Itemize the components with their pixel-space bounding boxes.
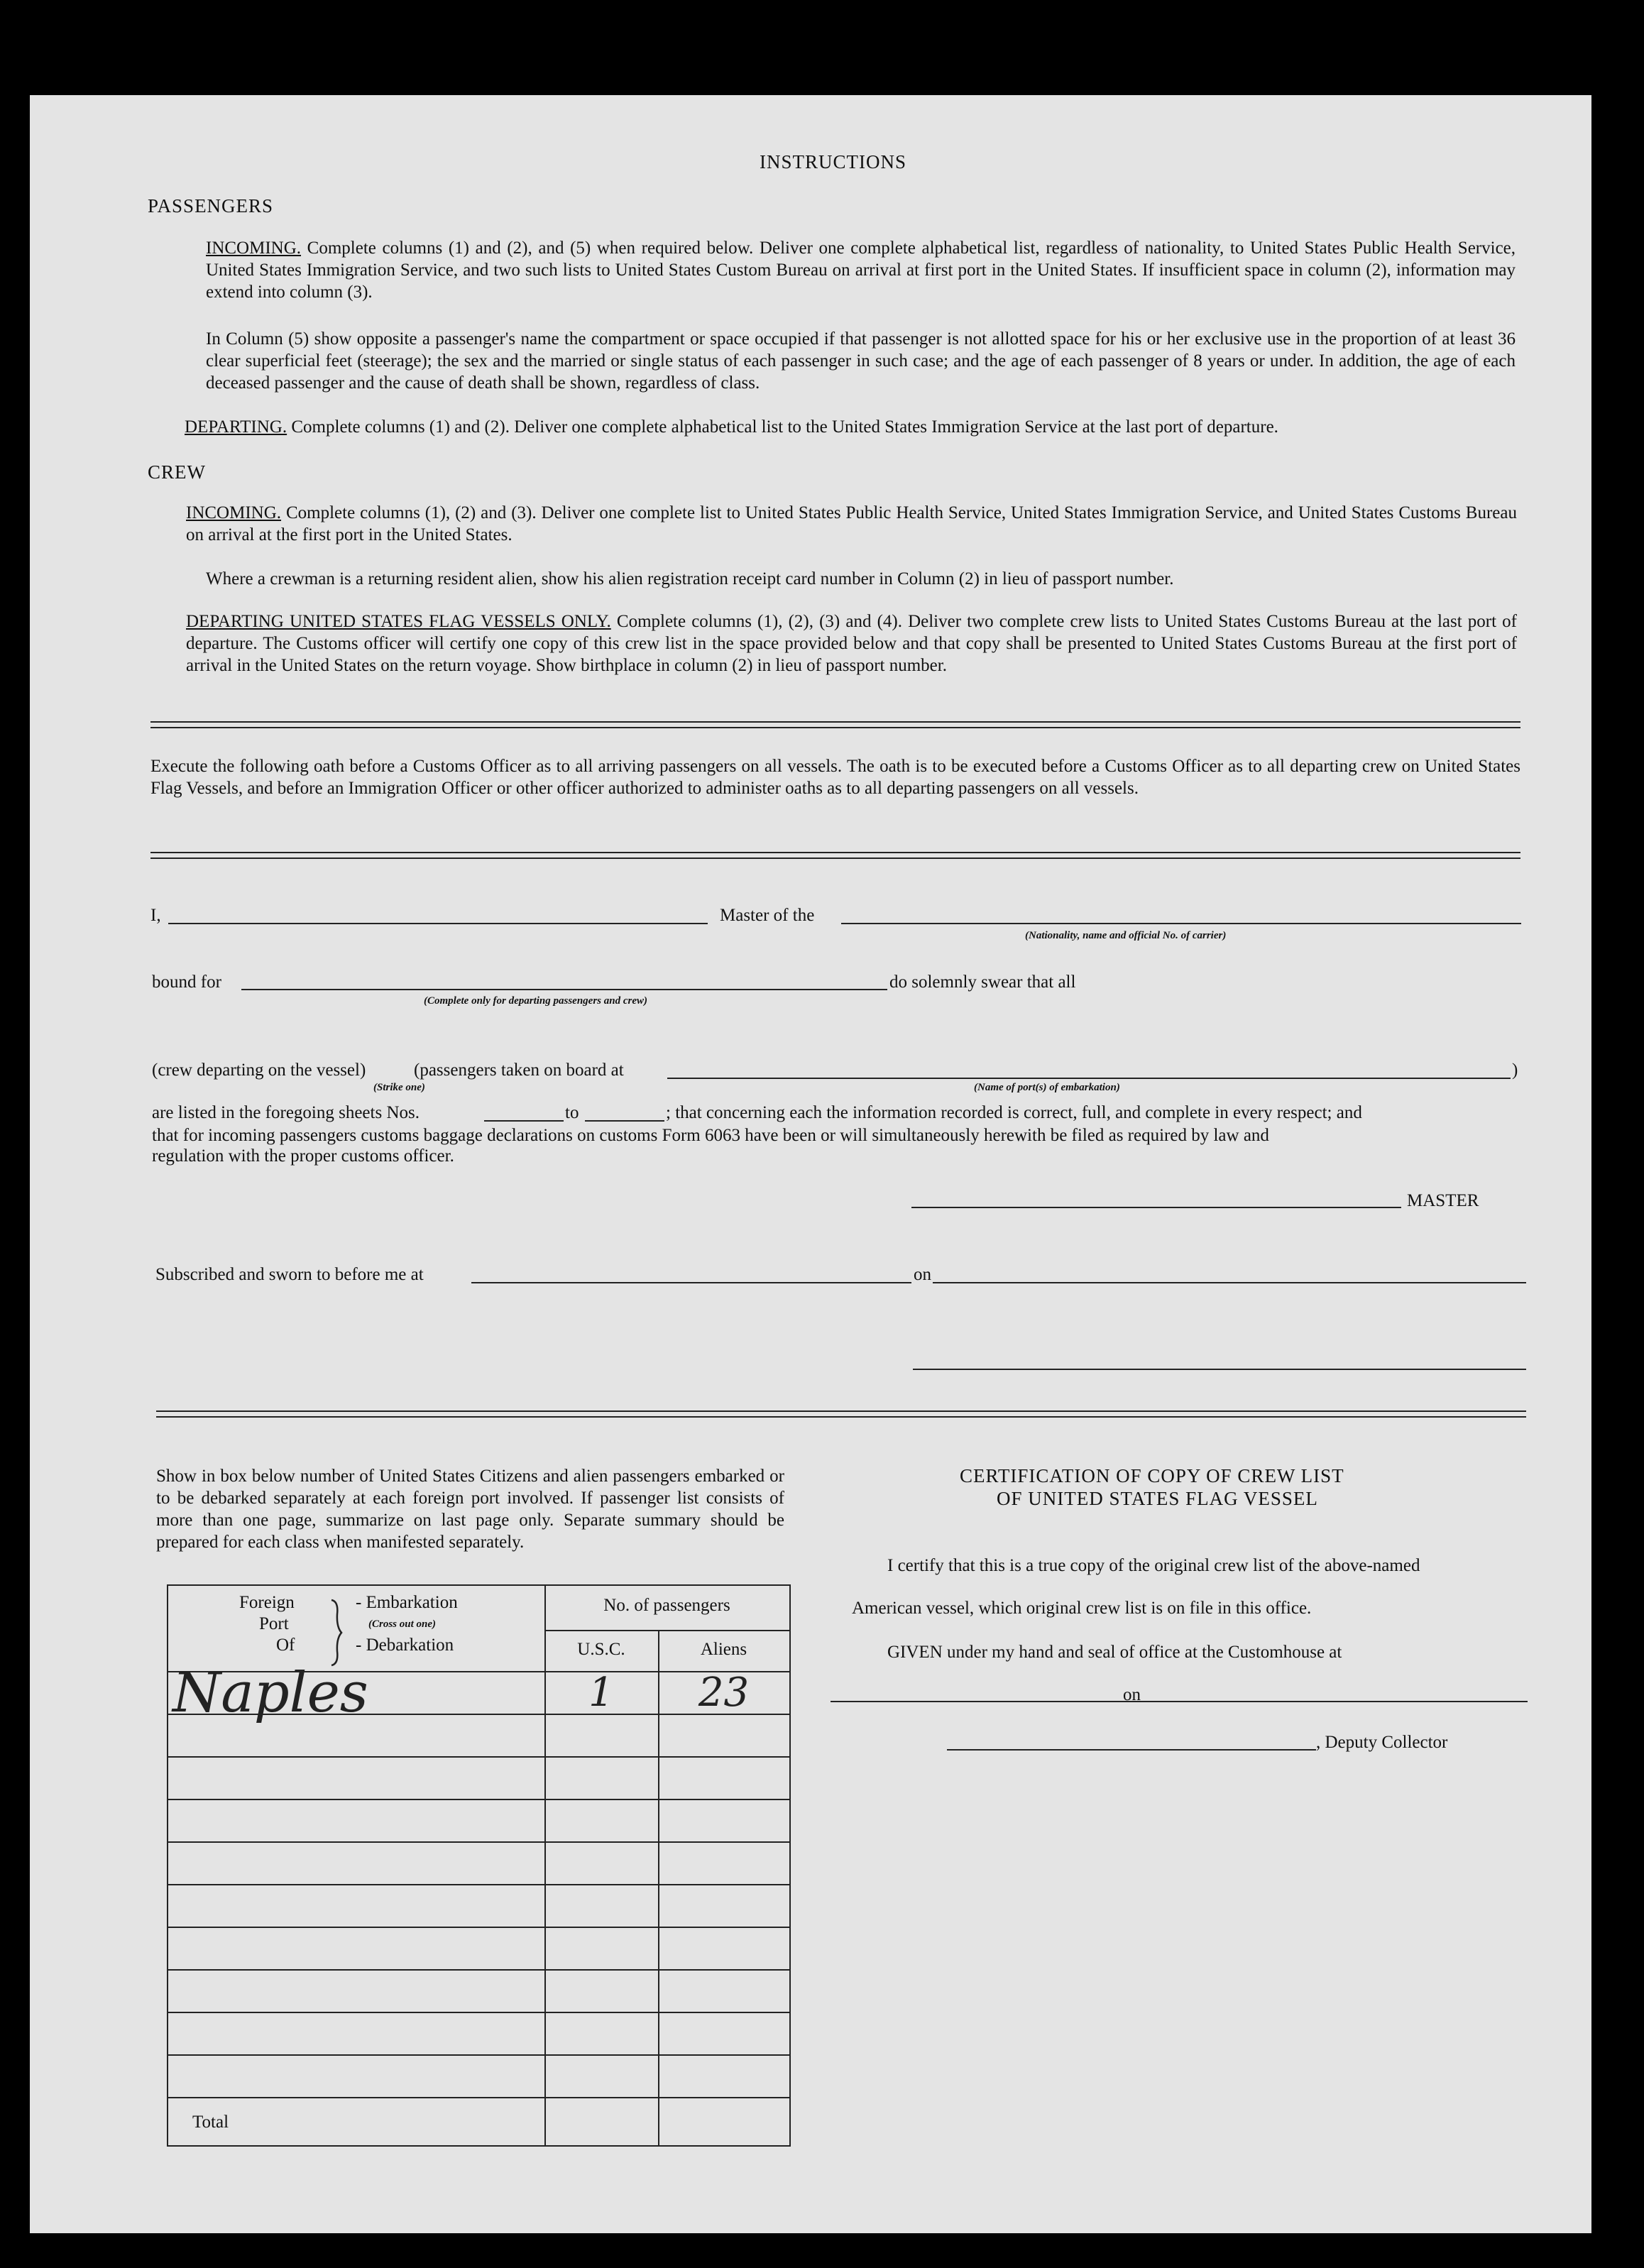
certify-text-a: I certify that this is a true copy of the original crew list of the above-named <box>887 1556 1420 1575</box>
total-label: Total <box>192 2113 229 2132</box>
master-name-line[interactable] <box>168 923 708 924</box>
close-paren: ) <box>1512 1061 1518 1080</box>
certify-text-b: American vessel, which original crew list is on file in this office. <box>852 1599 1312 1618</box>
header-of: Of <box>276 1636 295 1655</box>
form-page <box>30 95 1591 2233</box>
usc-value[interactable]: 1 <box>588 1670 614 1716</box>
sheet-from-line[interactable] <box>484 1120 564 1122</box>
header-foreign: Foreign <box>239 1593 295 1612</box>
left-brace-icon <box>329 1599 344 1667</box>
header-aliens: Aliens <box>700 1640 747 1659</box>
table-header-divider <box>544 1630 789 1631</box>
table-row-line <box>168 1969 789 1971</box>
header-no-passengers: No. of passengers <box>603 1596 730 1615</box>
officer-signature-line[interactable] <box>913 1369 1526 1370</box>
listed-text-c: that for incoming passengers customs baggage declarations on customs Form 6063 have been or will simultaneously herewith be filed as required by law and <box>152 1126 1269 1145</box>
master-label: MASTER <box>1407 1191 1479 1210</box>
certification-title-2: OF UNITED STATES FLAG VESSEL <box>997 1488 1318 1509</box>
header-port: Port <box>259 1614 289 1633</box>
oath-i-label: I, <box>150 906 161 925</box>
section-divider <box>150 721 1520 728</box>
crew-departing-paragraph <box>186 610 1517 676</box>
crew-incoming-label: INCOMING. <box>186 503 282 522</box>
table-row-line <box>168 1841 789 1843</box>
deputy-collector-label: , Deputy Collector <box>1316 1733 1448 1752</box>
embarkation-ports-line[interactable] <box>667 1078 1511 1079</box>
crew-departing-label: DEPARTING UNITED STATES FLAG VESSELS ONLY. <box>186 612 611 631</box>
listed-text-d: regulation with the proper customs officer. <box>152 1146 454 1166</box>
header-usc: U.S.C. <box>577 1640 625 1659</box>
passengers-column5-paragraph: In Column (5) show opposite a passenger's name the compartment or space occupied if that passenger is not allotted space for his or her exclusive use in the proportion of at least 36 clear superficial feet (steerage); the sex and the married or single status of each passenger in such case; and the age of each passenger of 8 years or under. In addition, the age of each deceased passenger and the cause of death shall be shown, regardless of class. <box>206 329 1516 393</box>
table-row-line <box>168 1927 789 1928</box>
certification-title-1: CERTIFICATION OF COPY OF CREW LIST <box>960 1465 1344 1486</box>
passenger-summary-table <box>167 1584 791 2147</box>
section-divider <box>156 1410 1526 1418</box>
customhouse-place-line[interactable] <box>831 1701 1156 1702</box>
crew-incoming-text: Complete columns (1), (2) and (3). Deliver one complete list to United States Public Health Service, United States Immigration Service, and United States Customs Bureau on arrival at the first port in the United States. <box>186 503 1517 544</box>
crew-heading: CREW <box>148 461 206 483</box>
carrier-line[interactable] <box>841 923 1521 924</box>
crew-departing-option: (crew departing on the vessel) <box>152 1061 366 1080</box>
customhouse-date-line[interactable] <box>1143 1701 1528 1702</box>
passengers-departing-label: DEPARTING. <box>185 417 287 437</box>
bound-hint: (Complete only for departing passengers and crew) <box>424 995 647 1007</box>
given-on: on <box>1123 1685 1141 1704</box>
passengers-incoming-paragraph <box>206 237 1516 303</box>
nationality-hint: (Nationality, name and official No. of carrier) <box>1025 930 1227 941</box>
master-signature-line[interactable] <box>911 1207 1401 1208</box>
subscribed-place-line[interactable] <box>471 1282 911 1283</box>
table-row-line <box>168 1756 789 1758</box>
given-text: GIVEN under my hand and seal of office at the Customhouse at <box>887 1643 1342 1662</box>
header-embarkation: - Embarkation <box>356 1593 458 1612</box>
table-row-line <box>168 2054 789 2056</box>
listed-text-a: are listed in the foregoing sheets Nos. <box>152 1103 420 1122</box>
header-cross-out: (Cross out one) <box>368 1618 437 1630</box>
header-debarkation: - Debarkation <box>356 1636 454 1655</box>
passengers-departing-paragraph <box>185 416 1516 438</box>
summary-instructions: Show in box below number of United States Citizens and alien passengers embarked or to be debarked separately at each foreign port involved. If passenger list consists of more than one page, summarize on last page only. Separate summary should be prepared for each class when manifested separately. <box>156 1467 784 1552</box>
crew-crewman-paragraph: Where a crewman is a returning resident alien, show his alien registration receipt card number in Column (2) in lieu of passport number. <box>206 569 1174 588</box>
table-row-line <box>168 2097 789 2098</box>
bound-for-line[interactable] <box>241 989 887 990</box>
oath-intro: Execute the following oath before a Customs Officer as to all arriving passengers on all vessels. The oath is to be executed before a Customs Officer as to all departing crew on United States Flag Vessels, and before an Immigration Officer or other officer authorized to administer oaths as to all departing passengers on all vessels. <box>150 757 1520 798</box>
aliens-value[interactable]: 23 <box>698 1670 750 1716</box>
passengers-taken-option: (passengers taken on board at <box>414 1061 624 1080</box>
passengers-incoming-label: INCOMING. <box>206 239 302 258</box>
passengers-heading: PASSENGERS <box>148 195 274 217</box>
crew-departing-text: Complete columns (1), (2), (3) and (4). Deliver two complete crew lists to United States Customs Bureau at the last port of departure. The Customs officer will certify one copy of this crew list in the space provided below and that copy shall be presented to United States Customs Bureau at the first port of arrival in the United States on the return voyage. Show birthplace in column (2) in lieu of passport number. <box>186 612 1518 675</box>
port-value[interactable]: Naples <box>172 1661 368 1725</box>
table-row-line <box>168 2012 789 2013</box>
strike-hint: (Strike one) <box>373 1082 425 1093</box>
subscribed-date-line[interactable] <box>933 1282 1526 1283</box>
table-row-line <box>168 1884 789 1885</box>
swear-text: do solemnly swear that all <box>889 973 1076 992</box>
listed-to: to <box>565 1103 579 1122</box>
listed-text-b: ; that concerning each the information recorded is correct, full, and complete in every respect; and <box>666 1103 1362 1122</box>
bound-for-label: bound for <box>152 973 221 992</box>
passengers-incoming-text: Complete columns (1) and (2), and (5) when required below. Deliver one complete alphabetical list, regardless of nationality, to United States Public Health Service, United States Immigration Service, and two such lists to United States Custom Bureau on arrival at first port in the United States. If insufficient space in column (2), information may extend into column (3). <box>206 239 1516 302</box>
table-row-line <box>168 1799 789 1800</box>
oath-master-of: Master of the <box>720 906 815 925</box>
crew-incoming-paragraph <box>186 502 1517 546</box>
subscribed-label: Subscribed and sworn to before me at <box>155 1265 424 1284</box>
section-divider <box>150 852 1520 859</box>
ports-hint: (Name of port(s) of embarkation) <box>974 1082 1120 1093</box>
passengers-departing-text: Complete columns (1) and (2). Deliver one complete alphabetical list to the United States Immigration Service at the last port of departure. <box>291 417 1278 437</box>
sheet-to-line[interactable] <box>585 1120 664 1122</box>
subscribed-on: on <box>914 1265 931 1284</box>
page-title: INSTRUCTIONS <box>760 151 907 172</box>
deputy-signature-line[interactable] <box>947 1749 1316 1751</box>
